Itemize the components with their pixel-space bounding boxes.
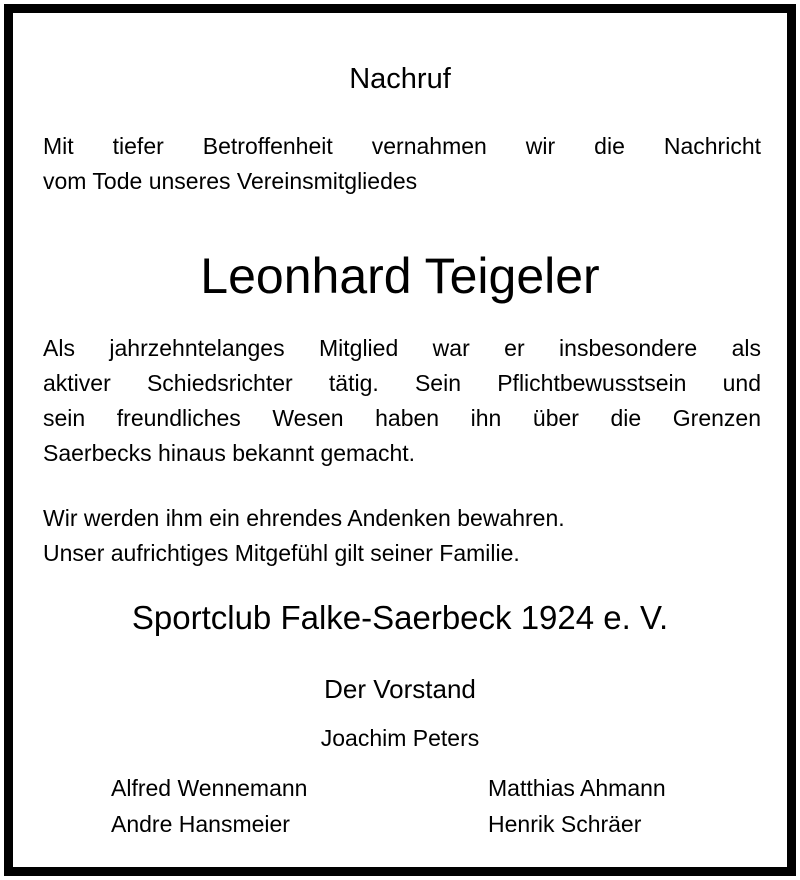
deceased-name: Leonhard Teigeler xyxy=(200,248,600,304)
tribute-paragraph xyxy=(43,331,761,471)
intro-paragraph xyxy=(43,129,761,199)
obituary-frame xyxy=(4,4,796,876)
intro-line: vom Tode unseres Vereinsmitgliedes xyxy=(43,168,418,194)
closing-line: Wir werden ihm ein ehrendes Andenken bewahren. xyxy=(43,505,565,531)
board-member-name: Andre Hansmeier xyxy=(111,811,290,837)
intro-line: Mit tiefer Betroffenheit vernahmen wir die Nachricht xyxy=(43,133,761,159)
board-members-left xyxy=(111,770,307,842)
board-member-name: Matthias Ahmann xyxy=(488,775,666,801)
tribute-line: aktiver Schiedsrichter tätig. Sein Pflichtbewusstsein und xyxy=(43,370,761,396)
tribute-line: Saerbecks hinaus bekannt gemacht. xyxy=(43,440,416,466)
closing-paragraph xyxy=(43,501,761,571)
club-name: Sportclub Falke-Saerbeck 1924 e. V. xyxy=(131,599,669,636)
tribute-line: sein freundliches Wesen haben ihn über die Grenzen xyxy=(43,405,761,431)
closing-line: Unser aufrichtiges Mitgefühl gilt seiner Familie. xyxy=(43,540,520,566)
chairman-name: Joachim Peters xyxy=(320,725,480,751)
notice-heading: Nachruf xyxy=(349,63,451,95)
board-members-right xyxy=(488,770,666,842)
board-label: Der Vorstand xyxy=(324,674,476,704)
tribute-line: Als jahrzehntelanges Mitglied war er insbesondere als xyxy=(43,335,761,361)
board-member-name: Alfred Wennemann xyxy=(111,775,308,801)
board-member-name: Henrik Schräer xyxy=(488,811,642,837)
